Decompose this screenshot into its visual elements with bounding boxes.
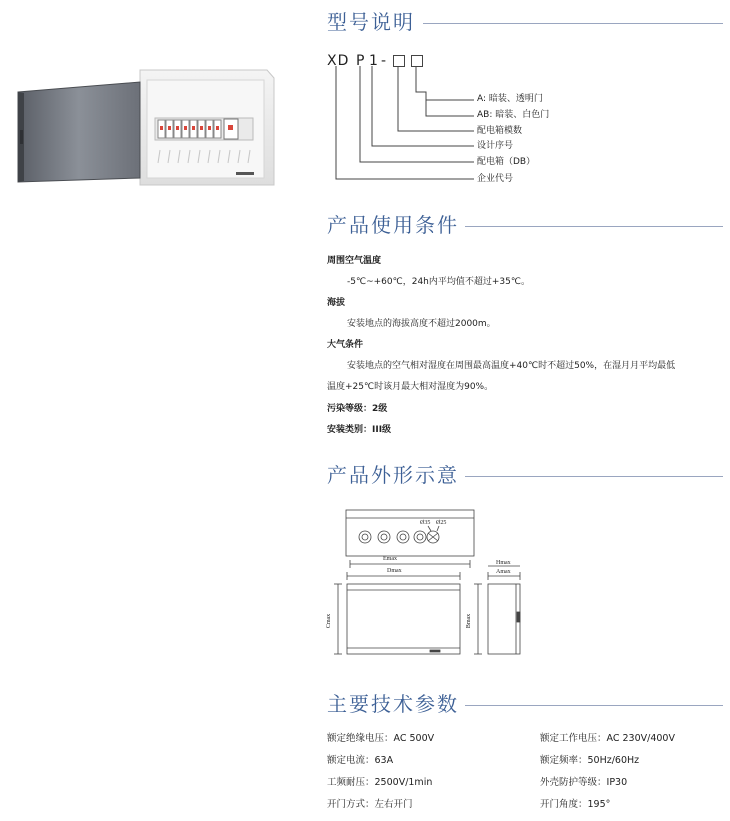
dim-emax: Emax (383, 556, 397, 562)
spec-door-opening (327, 799, 413, 811)
tree-label-a: A: 暗装、透明门 (477, 94, 543, 104)
spec-label: 额定绝缘电压： (327, 733, 394, 744)
spec-frequency (540, 755, 639, 767)
section-rule (465, 476, 723, 477)
product-photo (12, 60, 277, 190)
spec-value: 左右开门 (374, 799, 413, 810)
model-code-1: 1 (369, 53, 379, 69)
tree-label-ab: AB: 暗装、白色门 (477, 110, 550, 120)
install-category: 安装类别：III级 (327, 425, 392, 435)
spec-rated-current (327, 755, 393, 767)
tree-label-design: 设计序号 (477, 141, 514, 151)
spec-label: 外壳防护等级： (540, 777, 607, 788)
dim-cmax: Cmax (326, 613, 333, 629)
tree-label-modules: 配电箱模数 (477, 126, 523, 136)
spec-label: 额定电流： (327, 755, 375, 766)
tree-label-db: 配电箱（DB） (477, 157, 536, 167)
spec-label: 开门方式： (327, 799, 375, 810)
dim-d35: Ø35 (420, 520, 431, 526)
section-title-model: 型号说明 (327, 10, 415, 34)
spec-value: 2500V/1min (374, 777, 433, 788)
spec-withstand-voltage (327, 777, 432, 789)
spec-value: AC 500V (393, 733, 435, 744)
dim-d25: Ø25 (436, 520, 447, 526)
spec-ip-rating (540, 777, 627, 789)
spec-label: 开门角度： (540, 799, 588, 810)
spec-label: 工频耐压： (327, 777, 375, 788)
model-tree-lines (320, 66, 480, 186)
dim-bmax: Bmax (466, 613, 473, 629)
model-code-xd: XD (327, 53, 350, 69)
atmos-text-1: 安装地点的空气相对湿度在周围最高温度+40℃时不超过50%，在湿月月平均最低 (347, 361, 676, 371)
spec-insulation-voltage (327, 733, 434, 745)
model-code-p: P (356, 53, 366, 69)
section-title-conditions: 产品使用条件 (327, 213, 459, 237)
ambient-title: 周围空气温度 (327, 256, 382, 266)
atmos-title: 大气条件 (327, 340, 364, 350)
pollution-level: 污染等级：2级 (327, 404, 388, 414)
altitude-text: 安装地点的海拔高度不超过2000m。 (347, 319, 496, 329)
section-rule (465, 226, 723, 227)
section-title-params: 主要技术参数 (327, 692, 459, 716)
spec-value: AC 230V/400V (606, 733, 675, 744)
tree-label-company: 企业代号 (477, 174, 514, 184)
spec-value: 50Hz/60Hz (587, 755, 640, 766)
section-rule (465, 705, 723, 706)
ambient-text: -5℃~+60℃，24h内平均值不超过+35℃。 (347, 277, 530, 287)
model-code-dash: - (381, 53, 388, 69)
spec-working-voltage (540, 733, 675, 745)
section-rule (423, 23, 723, 24)
dim-hmax: Hmax (496, 560, 511, 566)
section-title-shape: 产品外形示意 (327, 463, 459, 487)
spec-label: 额定频率： (540, 755, 588, 766)
dim-amax: Amax (496, 569, 511, 575)
spec-value: 195° (587, 799, 611, 810)
atmos-text-2: 温度+25℃时该月最大相对湿度为90%。 (327, 382, 494, 392)
spec-label: 额定工作电压： (540, 733, 607, 744)
dim-dmax: Dmax (387, 568, 402, 574)
spec-door-angle (540, 799, 610, 811)
spec-value: IP30 (606, 777, 628, 788)
spec-value: 63A (374, 755, 394, 766)
altitude-title: 海拔 (327, 298, 346, 308)
